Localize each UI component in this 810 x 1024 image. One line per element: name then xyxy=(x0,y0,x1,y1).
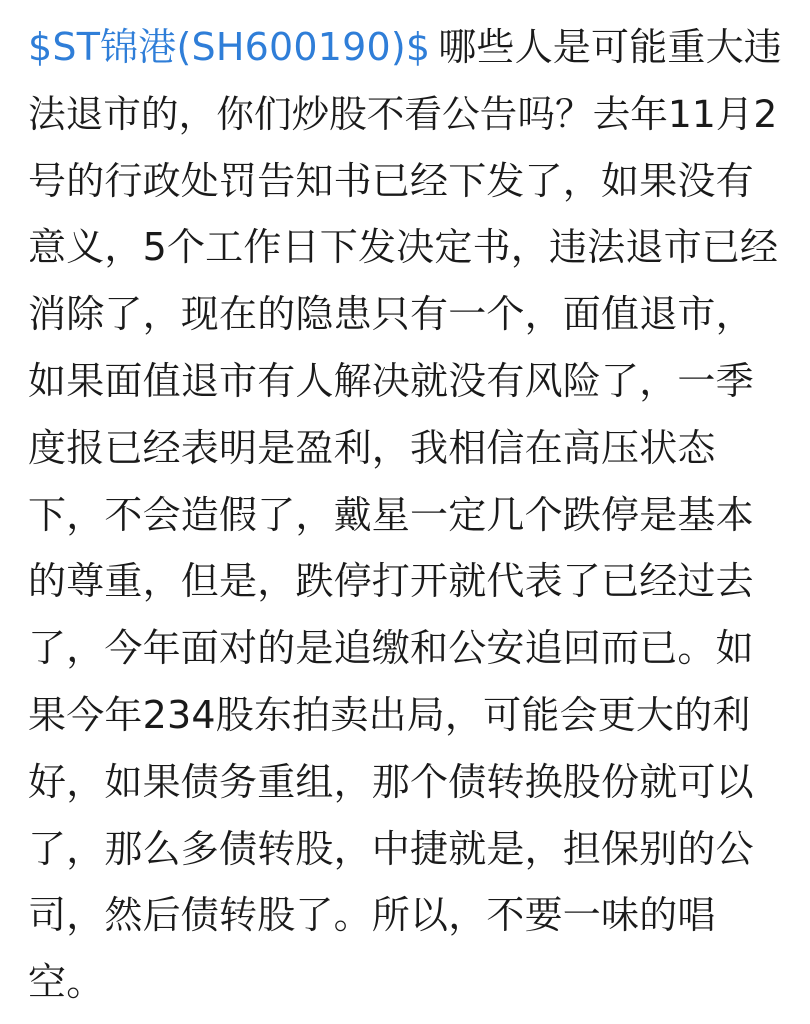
post-text-segment: 哪些人是可能重大违 xyxy=(438,25,782,69)
post-line-7: 度报已经表明是盈利，我相信在高压状态 xyxy=(28,425,716,470)
post-line-9: 的尊重，但是，跌停打开就代表了已经过去 xyxy=(28,559,754,604)
stock-tag-link[interactable]: $ST锦港(SH600190)$ xyxy=(28,25,431,69)
post-line-15: 空。 xyxy=(28,960,105,1005)
post-line-12: 好，如果债务重组，那个债转换股份就可以 xyxy=(28,759,754,804)
post-line-14: 司，然后债转股了。所以，不要一味的唱 xyxy=(28,893,716,938)
post-line-11: 果今年234股东拍卖出局，可能会更大的利 xyxy=(28,692,751,737)
post-line-4: 意义，5个工作日下发决定书，违法退市已经 xyxy=(28,225,779,270)
post-line-1 xyxy=(28,14,782,81)
post-line-10: 了，今年面对的是追缴和公安追回而已。如 xyxy=(28,626,754,671)
post-body xyxy=(28,14,782,1016)
post-line-13: 了，那么多债转股，中捷就是，担保别的公 xyxy=(28,826,754,871)
post-line-3: 号的行政处罚告知书已经下发了，如果没有 xyxy=(28,158,754,203)
post-line-5: 消除了，现在的隐患只有一个，面值退市， xyxy=(28,292,754,337)
post-line-8: 下，不会造假了，戴星一定几个跌停是基本 xyxy=(28,492,754,537)
post-line-2: 法退市的，你们炒股不看公告吗？去年11月2 xyxy=(28,91,778,136)
post-line-6: 如果面值退市有人解决就没有风险了，一季 xyxy=(28,358,754,403)
